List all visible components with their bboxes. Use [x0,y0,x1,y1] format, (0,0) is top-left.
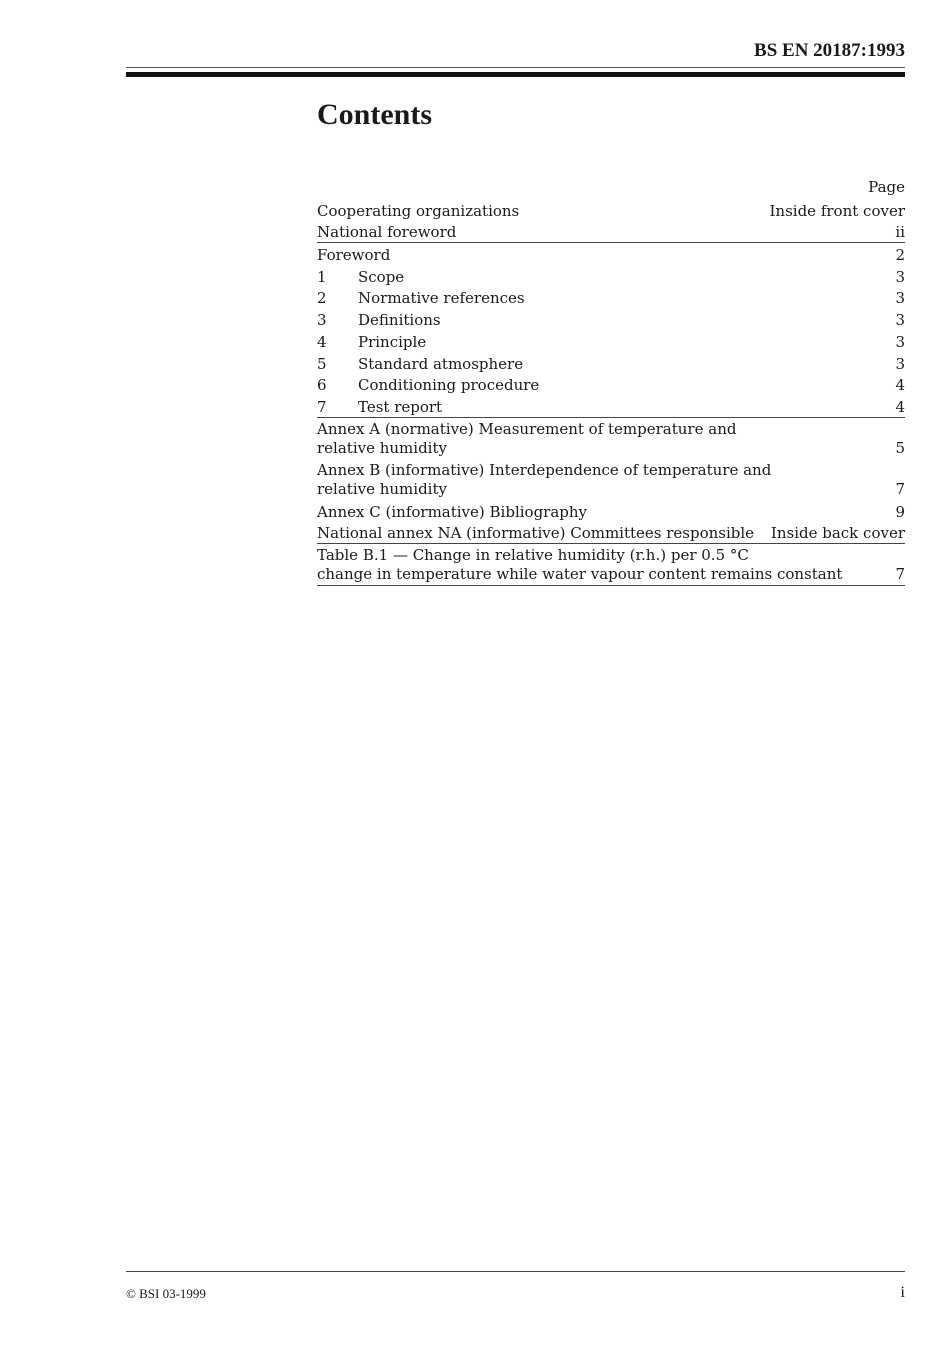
toc-entry-annex-c[interactable] [317,500,905,522]
toc-entry-page: 4 [895,397,905,416]
toc-entry-title: Annex C (informative) Bibliography [317,502,588,521]
toc-entry-national-annex-na[interactable] [317,522,905,545]
toc-entry-title: Table B.1 — Change in relative humidity (r.h.) per 0.5 °C change in temperature while water vapour content remains constant [317,546,843,584]
toc-entry-page: ii [895,223,905,242]
toc-entry-title: National annex NA (informative) Committees responsible [317,524,755,543]
toc-entry-title: Test report [358,397,443,416]
toc-entry-title: Normative references [358,289,525,308]
toc-entry-normative-references[interactable] [317,287,905,309]
clause-number: 3 [317,311,327,330]
toc-entry-annex-a[interactable] [317,418,905,459]
toc-entry-page: 9 [895,502,905,521]
toc-entry-national-foreword[interactable] [317,221,905,244]
toc-entry-title: Definitions [358,311,441,330]
toc-entry-title: Scope [358,267,405,286]
toc-entry-page: 3 [895,354,905,373]
toc-entry-title: Annex A (normative) Measurement of temperature and relative humidity [317,419,737,457]
page-column-label: Page [868,178,905,196]
toc-entry-scope[interactable] [317,265,905,287]
toc-entry-page: 3 [895,267,905,286]
toc-entry-title: National foreword [317,223,457,242]
toc-entry-principle[interactable] [317,330,905,352]
clause-number: 2 [317,289,327,308]
toc-entry-title: Cooperating organizations [317,201,520,220]
page-number: i [900,1284,905,1301]
footer-rule [126,1271,905,1272]
toc-entry-page: 3 [895,311,905,330]
toc-entry-standard-atmosphere[interactable] [317,352,905,374]
toc-entry-conditioning-procedure[interactable] [317,374,905,396]
toc-entry-foreword[interactable] [317,243,905,265]
toc-entry-title: Conditioning procedure [358,376,540,395]
toc-entry-page: 3 [895,289,905,308]
toc-entry-page: Inside back cover [770,524,905,543]
clause-number: 5 [317,354,327,373]
toc-entry-table-b1[interactable] [317,544,905,586]
toc-entry-title: Foreword [317,246,391,265]
header-rule-thin [126,67,905,68]
toc-entry-annex-b[interactable] [317,459,905,500]
toc-entry-cooperating-organizations[interactable] [317,199,905,221]
toc-entry-page: 2 [895,246,905,265]
toc-entry-title: Annex B (informative) Interdependence of temperature and relative humidity [317,460,772,498]
toc-entry-test-report[interactable] [317,395,905,418]
clause-number: 6 [317,376,327,395]
toc-entry-page: 7 [895,565,905,584]
toc-entry-title: Principle [358,332,427,351]
toc-entry-definitions[interactable] [317,308,905,330]
toc-entry-page: Inside front cover [769,201,905,220]
header-rule-thick [126,72,905,77]
toc-entry-page: 5 [895,438,905,457]
clause-number: 4 [317,332,327,351]
toc-entry-page: 4 [895,376,905,395]
toc-entry-page: 3 [895,332,905,351]
page-title: Contents [317,98,433,131]
copyright-notice: © BSI 03-1999 [126,1286,206,1301]
toc-entry-page: 7 [895,479,905,498]
clause-number: 7 [317,397,327,416]
table-of-contents [317,178,905,586]
toc-entry-title: Standard atmosphere [358,354,524,373]
document-id: BS EN 20187:1993 [754,40,905,61]
clause-number: 1 [317,267,327,286]
